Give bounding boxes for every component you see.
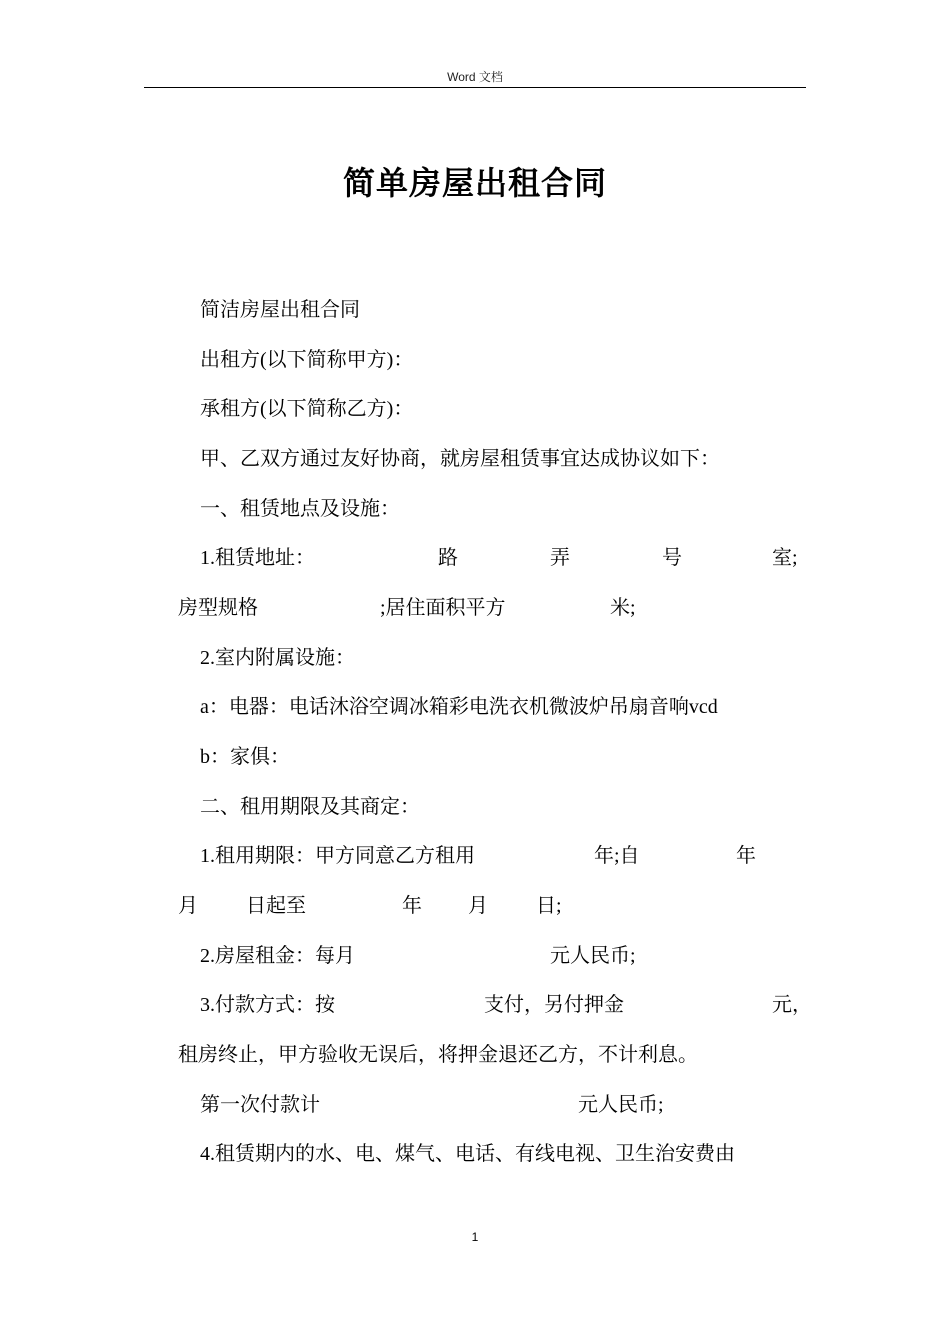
paragraph-payment [178,990,812,1020]
paragraph-lessee: 承租方(以下简称乙方)： [200,398,414,420]
paragraph-lease-term [178,841,804,871]
first-payment-unit: 元人民币; [578,1094,664,1116]
lease-term-label: 1.租用期限：甲方同意乙方租用 [200,845,475,867]
first-payment-label: 第一次付款计 [200,1094,320,1116]
paragraph-furniture: b：家俱： [200,746,290,768]
page-header: Word 文档 [447,70,503,84]
lease-term-years: 年;自 [594,845,640,867]
paragraph-subtitle: 简洁房屋出租合同 [200,299,360,321]
rent-label: 2.房屋租金：每月 [200,945,355,967]
address-lane: 弄 [550,547,570,569]
paragraph-lease-dates [178,891,804,921]
section-heading-1: 一、租赁地点及设施： [200,498,400,520]
rent-unit: 元人民币; [550,945,636,967]
page-number: 1 [471,1230,479,1244]
living-area-label: ;居住面积平方 [380,597,506,619]
lease-start-day: 日起至 [246,895,306,917]
paragraph-intro: 甲、乙双方通过友好协商，就房屋租赁事宜达成协议如下： [200,448,720,470]
paragraph-utilities: 4.租赁期内的水、电、煤气、电话、有线电视、卫生治安费由 [200,1143,735,1165]
room-type-label: 房型规格 [178,597,258,619]
area-unit: 米; [610,597,636,619]
paragraph-rent [178,941,804,971]
paragraph-room-type [178,593,804,623]
document-title: 简单房屋出租合同 [342,165,607,201]
paragraph-lessor: 出租方(以下简称甲方)： [200,349,414,371]
lease-end-day: 日; [536,895,562,917]
payment-label: 3.付款方式：按 [200,994,335,1016]
address-number: 号 [662,547,682,569]
paragraph-address [178,543,804,573]
paragraph-first-payment [178,1090,804,1120]
lease-end-year: 年 [402,895,422,917]
address-room: 室; [772,547,798,569]
header-divider [144,87,806,88]
address-label: 1.租赁地址： [200,547,315,569]
paragraph-appliances: a：电器：电话沐浴空调冰箱彩电洗衣机微波炉吊扇音响vcd [200,696,718,718]
section-heading-2: 二、租用期限及其商定： [200,796,420,818]
lease-start-month: 月 [178,895,198,917]
paragraph-facilities: 2.室内附属设施： [200,647,355,669]
deposit-label: 支付，另付押金 [484,994,624,1016]
deposit-unit: 元， [772,994,812,1016]
paragraph-deposit-return: 租房终止，甲方验收无误后，将押金退还乙方，不计利息。 [178,1044,698,1066]
lease-end-month: 月 [468,895,488,917]
address-road: 路 [438,547,458,569]
lease-start-year: 年 [736,845,756,867]
